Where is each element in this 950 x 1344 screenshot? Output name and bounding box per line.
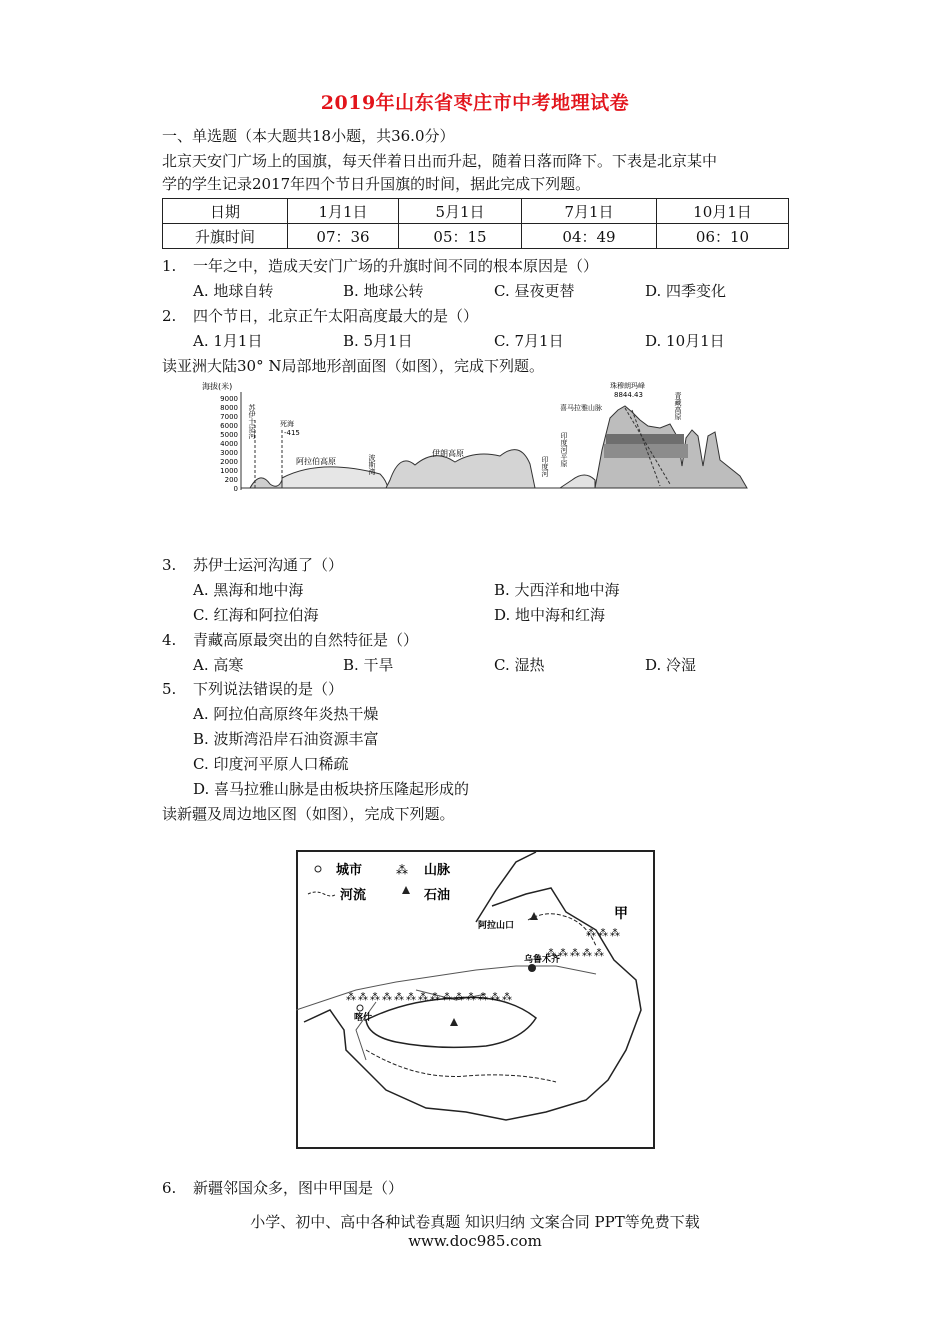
- option-a[interactable]: A. 高寒: [193, 656, 244, 674]
- svg-text:0: 0: [233, 485, 238, 493]
- label-kashgar: 喀什: [354, 1013, 373, 1023]
- northeast-mountains: ⁂⁂⁂: [586, 928, 622, 939]
- y-axis-ticks: [220, 395, 238, 493]
- intro-text-3: 读亚洲大陆30° N局部地形剖面图（如图），完成下列题。: [162, 357, 544, 375]
- table-cell: 10月1日: [657, 199, 789, 224]
- tianshan-mountains: ⁂⁂⁂⁂⁂⁂⁂⁂⁂⁂⁂⁂⁂⁂: [346, 992, 514, 1003]
- y-axis-label: 海拔(米): [202, 382, 233, 391]
- table-cell: 5月1日: [399, 199, 522, 224]
- svg-text:5000: 5000: [220, 431, 238, 439]
- page-title: 2019年山东省枣庄市中考地理试卷: [320, 92, 630, 114]
- label-himalaya: 喜马拉雅山脉: [560, 404, 602, 412]
- label-alashankou: 阿拉山口: [478, 921, 515, 931]
- legend-mountain: 山脉: [424, 863, 451, 878]
- xinjiang-map-figure: [296, 850, 656, 1150]
- question-text: 新疆邻国众多，图中甲国是（）: [193, 1179, 404, 1197]
- svg-text:4000: 4000: [220, 440, 238, 448]
- altai-mountains: ⁂⁂⁂⁂⁂: [546, 948, 606, 959]
- table-cell: 1月1日: [288, 199, 399, 224]
- option-b[interactable]: B. 5月1日: [343, 332, 413, 350]
- label-dead-sea: 死海: [280, 420, 294, 428]
- label-suez: 苏伊士运河: [248, 404, 256, 439]
- label-persian-gulf: 波斯湾: [368, 454, 376, 475]
- section-heading: 一、单选题（本大题共18小题，共36.0分）: [162, 127, 455, 145]
- label-everest-value: 8844.43: [614, 391, 643, 399]
- legend-city: 城市: [336, 863, 363, 878]
- table-row: [163, 224, 789, 249]
- table-cell: 升旗时间: [163, 224, 288, 249]
- question-text: 一年之中，造成天安门广场的升旗时间不同的根本原因是（）: [193, 257, 599, 275]
- svg-text:7000: 7000: [220, 413, 238, 421]
- option-c[interactable]: C. 昼夜更替: [494, 282, 575, 300]
- option-a[interactable]: A. 1月1日: [193, 332, 263, 350]
- intro-text-1: 北京天安门广场上的国旗，每天伴着日出而升起，随着日落而降下。下表是北京某中: [162, 152, 718, 170]
- label-indus-plain: 印度河平原: [560, 432, 568, 467]
- terrain-profile-figure: [200, 380, 750, 495]
- question-text: 青藏高原最突出的自然特征是（）: [193, 631, 419, 649]
- intro-text-4: 读新疆及周边地区图（如图），完成下列题。: [162, 805, 455, 823]
- footer-link[interactable]: www.doc985.com: [408, 1232, 542, 1250]
- svg-text:2000: 2000: [220, 458, 238, 466]
- table-cell: 06：10: [657, 224, 789, 249]
- option-a[interactable]: A. 地球自转: [193, 282, 274, 300]
- label-dead-sea-value: -415: [284, 429, 300, 437]
- svg-text:9000: 9000: [220, 395, 238, 403]
- option-b[interactable]: B. 地球公转: [343, 282, 424, 300]
- label-urumqi: 乌鲁木齐: [524, 955, 561, 965]
- legend-river: 河流: [340, 888, 367, 903]
- question-text: 下列说法错误的是（）: [193, 680, 344, 698]
- table-cell: 日期: [163, 199, 288, 224]
- svg-text:1000: 1000: [220, 467, 238, 475]
- option-d[interactable]: D. 喜马拉雅山脉是由板块挤压隆起形成的: [193, 780, 470, 798]
- option-b[interactable]: B. 大西洋和地中海: [494, 581, 620, 599]
- svg-text:3000: 3000: [220, 449, 238, 457]
- option-d[interactable]: D. 地中海和红海: [494, 606, 606, 624]
- option-a[interactable]: A. 黑海和地中海: [193, 581, 304, 599]
- label-arabia: 阿拉伯高原: [296, 457, 336, 466]
- legend-oil: 石油: [424, 888, 451, 903]
- table-cell: 07：36: [288, 224, 399, 249]
- label-iran: 伊朗高原: [432, 449, 464, 458]
- intro-text-2: 学的学生记录2017年四个节日升国旗的时间，据此完成下列题。: [162, 175, 591, 193]
- option-d[interactable]: D. 冷湿: [645, 656, 697, 674]
- question-text: 四个节日，北京正午太阳高度最大的是（）: [193, 307, 479, 325]
- option-b[interactable]: B. 干旱: [343, 656, 394, 674]
- svg-text:6000: 6000: [220, 422, 238, 430]
- option-c[interactable]: C. 湿热: [494, 656, 545, 674]
- option-c[interactable]: C. 红海和阿拉伯海: [193, 606, 319, 624]
- mountain-symbol: ⁂: [396, 863, 408, 877]
- question-number: 5.: [162, 680, 177, 698]
- option-c[interactable]: C. 7月1日: [494, 332, 564, 350]
- option-a[interactable]: A. 阿拉伯高原终年炎热干燥: [193, 705, 379, 723]
- option-d[interactable]: D. 四季变化: [645, 282, 727, 300]
- option-c[interactable]: C. 印度河平原人口稀疏: [193, 755, 349, 773]
- option-b[interactable]: B. 波斯湾沿岸石油资源丰富: [193, 730, 379, 748]
- urumqi-city: [528, 964, 536, 972]
- question-text: 苏伊士运河沟通了（）: [193, 556, 344, 574]
- question-number: 3.: [162, 556, 177, 574]
- table-cell: 7月1日: [522, 199, 657, 224]
- option-d[interactable]: D. 10月1日: [645, 332, 725, 350]
- question-number: 6.: [162, 1179, 177, 1197]
- label-indus-river: 印度河: [541, 456, 549, 477]
- table-row: [163, 199, 789, 224]
- question-number: 1.: [162, 257, 177, 275]
- question-number: 2.: [162, 307, 177, 325]
- table-cell: 04：49: [522, 224, 657, 249]
- svg-text:8000: 8000: [220, 404, 238, 412]
- svg-text:200: 200: [224, 476, 238, 484]
- table-cell: 05：15: [399, 224, 522, 249]
- question-number: 4.: [162, 631, 177, 649]
- label-jia: 甲: [614, 906, 628, 922]
- label-tibet: 青藏高原: [674, 392, 682, 420]
- label-everest: 珠穆朗玛峰: [610, 382, 645, 390]
- footer-text: 小学、初中、高中各种试卷真题 知识归纳 文案合同 PPT等免费下载: [250, 1213, 700, 1231]
- flag-time-table: [162, 198, 789, 249]
